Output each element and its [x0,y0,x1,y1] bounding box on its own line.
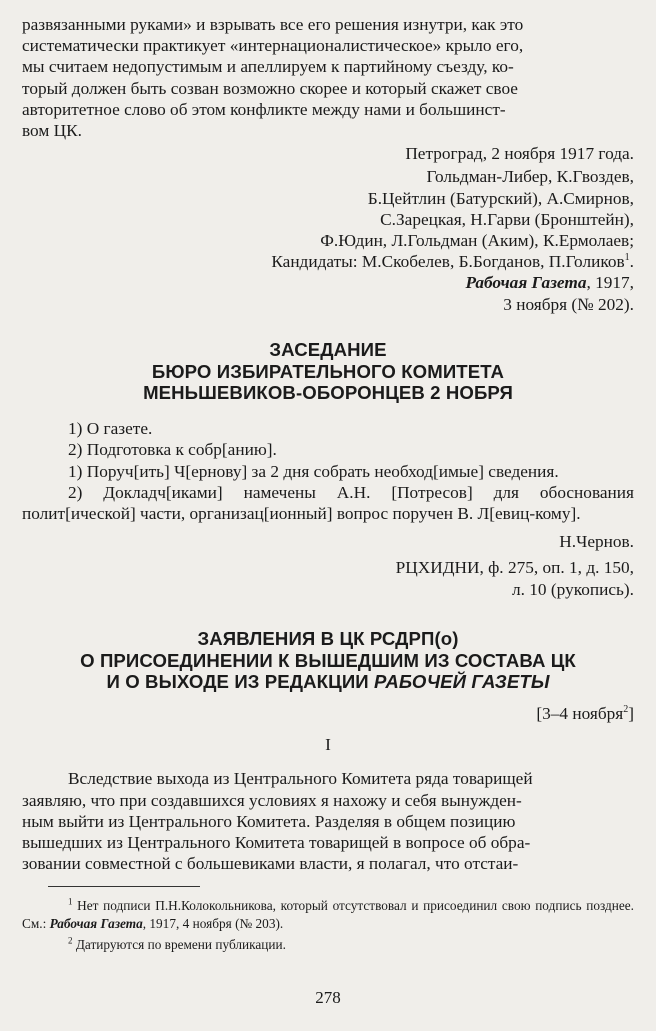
opening-line: торый должен быть созван возможно скорее и который скажет свое [22,78,518,98]
footnote-newspaper: Рабочая Газета [49,915,143,931]
candidates-line [22,251,634,272]
section-heading-statements [22,628,634,693]
archive-reference [22,557,634,599]
heading-line-prefix: И О ВЫХОДЕ ИЗ РЕДАКЦИИ [106,671,375,693]
archive-line: РЦХИДНИ, ф. 275, оп. 1, д. 150, [395,558,634,578]
signature-line: Б.Цейтлин (Батурский), А.Смирнов, [367,188,634,208]
heading-newspaper-name: РАБОЧЕЙ ГАЗЕТЫ [374,671,550,693]
candidates-text: Кандидаты: М.Скобелев, Б.Богданов, П.Голиков [271,252,625,272]
newspaper-name: Рабочая Газета [465,273,587,293]
footnote-ref-2: 2 [623,704,629,716]
opening-line: вом ЦК. [22,121,82,141]
heading-line: МЕНЬШЕВИКОВ-ОБОРОНЦЕВ 2 НОБРЯ [143,382,513,404]
statement-line: зовании совместной с большевиками власти, я полагал, что отстаи- [22,854,519,874]
source-issue: 3 ноября (№ 202). [503,294,634,314]
opening-line: систематически практикует «интернационалистическое» крыло его, [22,36,524,56]
statement-line: Вследствие выхода из Центрального Комитета ряда товарищей [68,769,533,789]
heading-line: БЮРО ИЗБИРАТЕЛЬНОГО КОМИТЕТА [151,360,505,382]
place-date: Петроград, 2 ноября 1917 года. [405,144,634,164]
signature-line: Гольдман-Либер, К.Гвоздев, [426,167,634,187]
meeting-signer: Н.Чернов. [559,532,634,552]
footnote-number: 1 [68,897,73,908]
footnote-text-end: , 1917, 4 ноября (№ 203). [142,915,284,931]
footnote-text: Датируются по времени публикации. [75,937,286,953]
agenda-item: 1) О газете. [68,419,153,439]
heading-line [22,671,634,693]
candidates-end: . [629,252,634,272]
footnote-2 [22,936,634,954]
decision-item: 2) Докладч[иками] намечены А.Н. [Потресов] для обоснования полит[ической] части, организац[ионный] вопрос поручен В. Л[евиц-кому]. [22,482,634,524]
footnote-1 [22,897,634,932]
footnotes [22,897,634,954]
opening-line: мы считаем недопустимым и апеллируем к партийному съезду, ко- [22,57,514,77]
footnote-ref-1: 1 [624,252,630,264]
opening-line: развязанными руками» и взрывать все его решения изнутри, как это [22,15,524,34]
page-number: 278 [315,987,341,1007]
footnote-divider [48,886,200,887]
decision-item: 1) Поруч[ить] Ч[ернову] за 2 дня собрать необход[имые] сведения. [68,461,559,481]
source-year: , 1917, [586,273,634,293]
opening-paragraph [22,14,634,141]
statement-line: ным выйти из Центрального Комитета. Разделяя в общем позицию [22,811,516,831]
signatures-block [22,166,634,314]
signature-line: С.Зарецкая, Н.Гарви (Бронштейн), [380,209,634,229]
statement-line: заявляю, что при создавшихся условиях я нахожу и себя вынужден- [22,790,522,810]
section-number: I [325,735,331,755]
date-note [22,703,634,724]
source-line [22,272,634,293]
statement-paragraph [22,768,634,874]
document-page [22,14,634,1008]
footnote-text: Нет подписи П.Н.Колокольникова, который отсутствовал и присоединил свою подпись позднее. См.: [22,898,634,931]
heading-line: ЗАЯВЛЕНИЯ В ЦК РСДРП(о) [197,627,459,649]
heading-line: ЗАСЕДАНИЕ [269,338,387,360]
archive-line: л. 10 (рукопись). [512,579,634,599]
agenda-item: 2) Подготовка к собр[анию]. [68,440,277,460]
agenda-list [22,418,634,524]
signature-line: Ф.Юдин, Л.Гольдман (Аким), К.Ермолаев; [320,231,634,251]
date-note-text: [3–4 ноября [536,704,624,724]
heading-line: О ПРИСОЕДИНЕНИИ К ВЫШЕДШИМ ИЗ СОСТАВА ЦК [80,649,576,671]
opening-line: авторитетное слово об этом конфликте между нами и большинст- [22,99,506,119]
date-note-close: ] [628,704,634,724]
statement-line: вышедших из Центрального Комитета товарищей в вопросе об обра- [22,833,531,853]
section-heading-meeting [22,339,634,404]
footnote-number: 2 [68,936,73,947]
